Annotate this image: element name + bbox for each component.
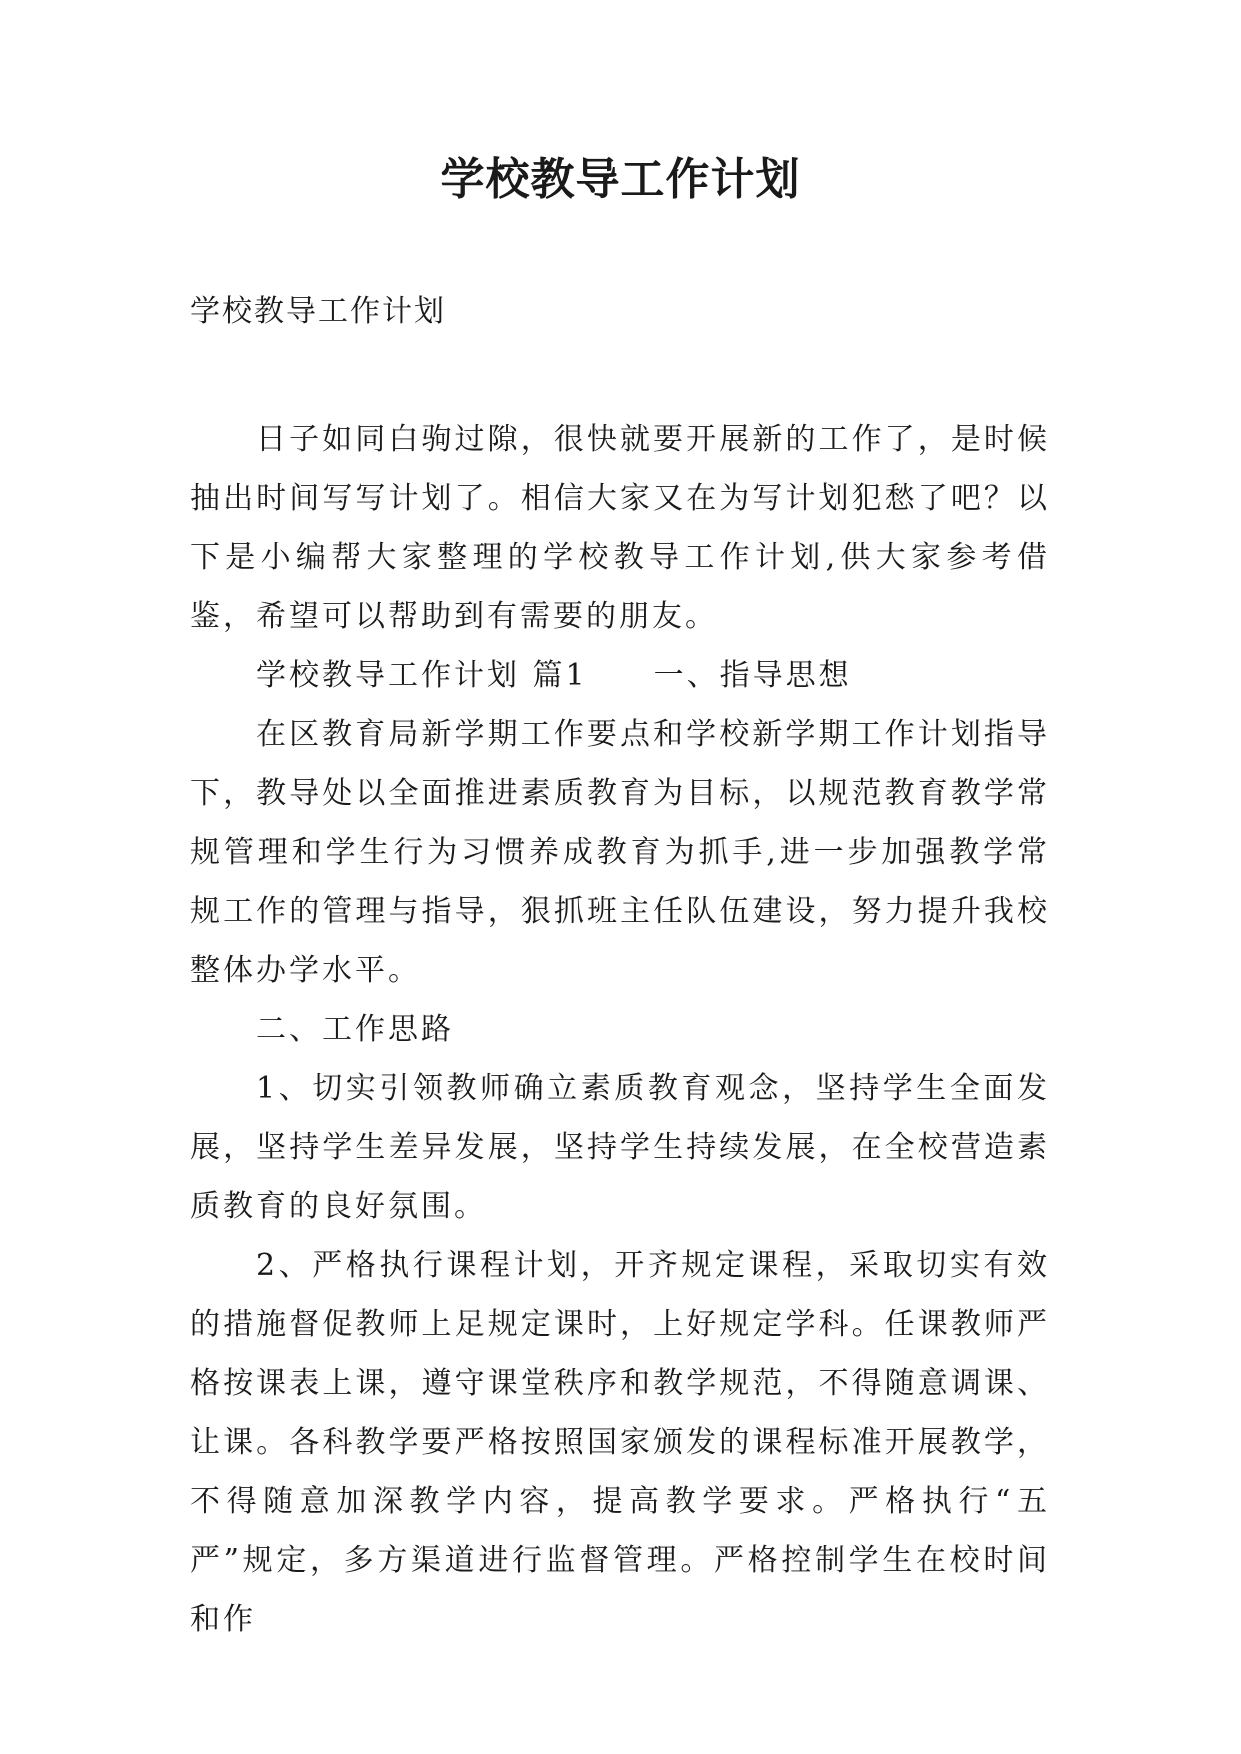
paragraph-section-heading-1: 学校教导工作计划 篇1 一、指导思想 xyxy=(256,658,852,693)
paragraph-guiding-thought: 在区教育局新学期工作要点和学校新学期工作计划指导下，教导处以全面推进素质教育为目标，以规范教育教学常规管理和学生行为习惯养成教育为抓手,进一步加强教学常规工作的管理与指导，狠抓班主任队伍建设，努力提升我校整体办学水平。 xyxy=(190,717,1050,988)
paragraph-section-heading-2: 二、工作思路 xyxy=(256,1012,454,1047)
paragraph-point-1: 1、切实引领教师确立素质教育观念，坚持学生全面发展，坚持学生差异发展，坚持学生持续发展，在全校营造素质教育的良好氛围。 xyxy=(190,1071,1050,1224)
paragraph-point-2: 2、严格执行课程计划，开齐规定课程，采取切实有效的措施督促教师上足规定课时，上好规定学科。任课教师严格按课表上课，遵守课堂秩序和教学规范，不得随意调课、让课。各科教学要严格按照国家颁发的课程标准开展教学，不得随意加深教学内容，提高教学要求。严格执行“五严”规定，多方渠道进行监督管理。严格控制学生在校时间和作 xyxy=(190,1248,1050,1637)
document-body xyxy=(190,410,1050,1649)
document-subtitle: 学校教导工作计划 xyxy=(190,294,446,329)
paragraph-intro: 日子如同白驹过隙，很快就要开展新的工作了，是时候抽出时间写写计划了。相信大家又在为写计划犯愁了吧？以下是小编帮大家整理的学校教导工作计划,供大家参考借鉴，希望可以帮助到有需要的朋友。 xyxy=(190,422,1050,634)
document-title: 学校教导工作计划 xyxy=(440,154,801,205)
